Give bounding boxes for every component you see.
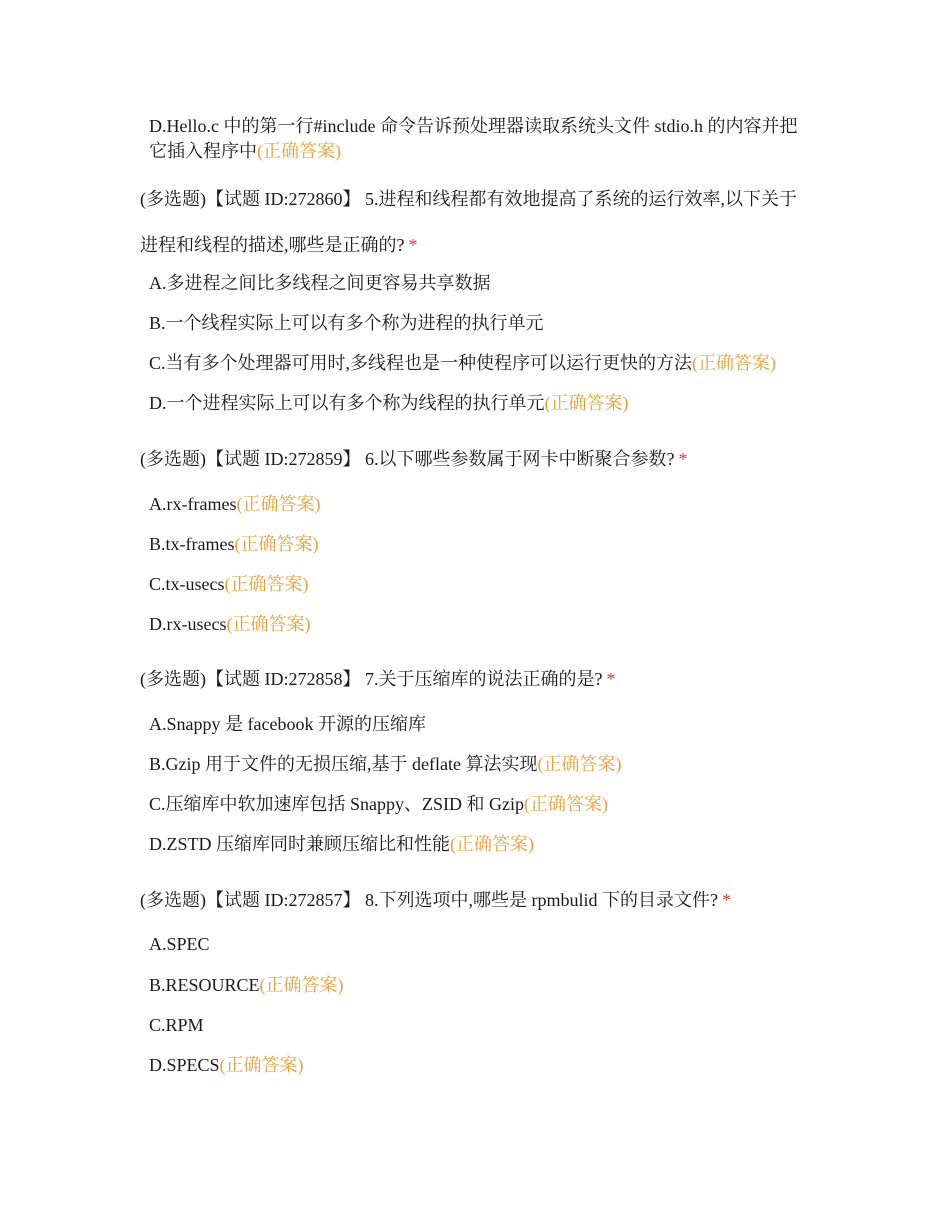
option-6c: C.tx-usecs(正确答案) — [149, 574, 309, 594]
required-mark: * — [606, 669, 616, 689]
correct-answer-label: (正确答案) — [226, 614, 311, 634]
option-5b: B.一个线程实际上可以有多个称为进程的执行单元 — [149, 313, 544, 333]
correct-answer-label: (正确答案) — [234, 534, 319, 554]
question-header-7: (多选题)【试题 ID:272858】 7.关于压缩库的说法正确的是? * — [140, 669, 616, 689]
option-7b: B.Gzip 用于文件的无损压缩,基于 deflate 算法实现(正确答案) — [149, 754, 622, 774]
correct-answer-label: (正确答案) — [692, 353, 777, 373]
option-5a: A.多进程之间比多线程之间更容易共享数据 — [149, 273, 491, 293]
question-header-6: (多选题)【试题 ID:272859】 6.以下哪些参数属于网卡中断聚合参数? * — [140, 449, 688, 469]
option-5d: D.一个进程实际上可以有多个称为线程的执行单元(正确答案) — [149, 393, 629, 413]
correct-answer-label: (正确答案) — [224, 574, 309, 594]
correct-answer-label: (正确答案) — [257, 141, 341, 161]
option-8d: D.SPECS(正确答案) — [149, 1055, 304, 1075]
option-7d: D.ZSTD 压缩库同时兼顾压缩比和性能(正确答案) — [149, 834, 534, 854]
correct-answer-label: (正确答案) — [450, 834, 534, 854]
option-7c: C.压缩库中软加速库包括 Snappy、ZSID 和 Gzip(正确答案) — [149, 794, 608, 814]
correct-answer-label: (正确答案) — [219, 1055, 304, 1075]
required-mark: * — [721, 890, 731, 910]
option-6b: B.tx-frames(正确答案) — [149, 534, 319, 554]
option-8c: C.RPM — [149, 1015, 204, 1035]
correct-answer-label: (正确答案) — [537, 754, 622, 774]
question-header-5: (多选题)【试题 ID:272860】 5.进程和线程都有效地提高了系统的运行效率,以下关于进程和线程的描述,哪些是正确的? * — [140, 189, 797, 255]
option-prev-d: D.Hello.c 中的第一行#include 命令告诉预处理器读取系统头文件 stdio.h 的内容并把它插入程序中(正确答案) — [149, 116, 798, 161]
option-6a: A.rx-frames(正确答案) — [149, 494, 321, 514]
option-8a: A.SPEC — [149, 934, 210, 954]
required-mark: * — [678, 449, 688, 469]
correct-answer-label: (正确答案) — [236, 494, 321, 514]
option-8b: B.RESOURCE(正确答案) — [149, 975, 344, 995]
correct-answer-label: (正确答案) — [524, 794, 608, 814]
required-mark: * — [408, 235, 418, 255]
option-5c: C.当有多个处理器可用时,多线程也是一种使程序可以运行更快的方法(正确答案) — [149, 353, 777, 373]
option-7a: A.Snappy 是 facebook 开源的压缩库 — [149, 714, 426, 734]
question-header-8: (多选题)【试题 ID:272857】 8.下列选项中,哪些是 rpmbulid 下的目录文件? * — [140, 890, 731, 910]
option-6d: D.rx-usecs(正确答案) — [149, 614, 311, 634]
correct-answer-label: (正确答案) — [544, 393, 629, 413]
correct-answer-label: (正确答案) — [259, 975, 344, 995]
